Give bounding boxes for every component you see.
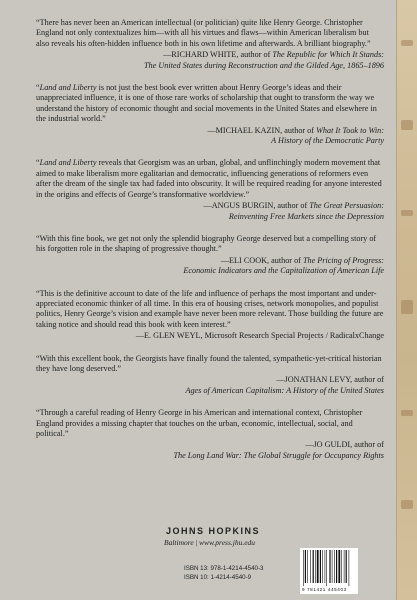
- endorsement-attribution: [36, 256, 384, 277]
- endorsement-text-part: “With this fine book, we get not only the splendid biography George deserved but a compelling story of his forgotten role in the shaping of progressive thought.”: [36, 233, 377, 254]
- endorsement-text-part: “: [36, 158, 40, 168]
- endorsement-attribution: [36, 126, 384, 147]
- endorsement-text: [36, 18, 384, 49]
- endorser: —JO GULDI, author of: [305, 440, 384, 450]
- barcode-bar: [313, 550, 314, 583]
- barcode-bar: [325, 550, 326, 583]
- endorsement: [36, 408, 384, 461]
- publisher-address: Baltimore | www.press.jhu.edu: [164, 538, 256, 547]
- endorsement: [36, 234, 384, 277]
- endorser: —MICHAEL KAZIN, author of: [207, 125, 315, 135]
- endorser-book-subtitle: Ages of American Capitalism: A History of the United States: [185, 385, 384, 395]
- endorsement: [36, 18, 384, 71]
- barcode-bar: [320, 550, 321, 583]
- barcode-bar: [341, 550, 342, 583]
- endorsement-text-part: “With this excellent book, the Georgists have finally found the talented, sympathetic-yet-critical historian they have long deserved.”: [36, 353, 382, 373]
- publisher-city: Baltimore: [164, 538, 194, 547]
- barcode-bar: [322, 550, 323, 583]
- endorser-book-subtitle: Economic Indicators and the Capitalization of American Life: [183, 266, 384, 276]
- barcode: [300, 548, 358, 594]
- endorsement-text-part: Land and Liberty: [39, 158, 97, 168]
- endorser-book-subtitle: Reinventing Free Markets since the Depression: [228, 211, 384, 221]
- endorsement-text: [36, 234, 384, 255]
- barcode-bar: [310, 550, 311, 583]
- cover-art-edge: [396, 0, 417, 600]
- endorsement-text-part: “: [36, 83, 40, 93]
- endorser: —JONATHAN LEVY, author of: [276, 375, 384, 385]
- endorsement-text-part: is not just the best book ever written about Henry George’s ideas and their unappreciated influence, it is one of those rare works of scholarship that ought to transform the way we understand the history of economic thought and social movements in the United States and elsewhere in the industrial world.”: [36, 83, 377, 124]
- barcode-bar: [344, 550, 345, 583]
- barcode-bar: [305, 550, 306, 583]
- endorser-book-title: What It Took to Win:: [316, 125, 384, 135]
- endorser: —ANGUS BURGIN, author of: [203, 201, 308, 211]
- endorsement-attribution: [36, 50, 384, 71]
- endorsement-attribution: [36, 331, 384, 341]
- endorsement: [36, 289, 384, 342]
- endorser: —ELI COOK, author of: [220, 255, 301, 265]
- endorsement-text: [36, 408, 384, 439]
- endorser-book-subtitle: The Long Land War: The Global Struggle for Occupancy Rights: [173, 450, 384, 460]
- barcode-bar: [332, 550, 333, 583]
- barcode-bar: [307, 550, 308, 583]
- barcode-bar: [346, 550, 347, 583]
- barcode-bar: [315, 550, 316, 583]
- barcode-bar: [349, 550, 350, 586]
- endorser: —RICHARD WHITE, author of: [163, 50, 271, 60]
- endorsement-attribution: [36, 201, 384, 222]
- endorsement-attribution: [36, 375, 384, 396]
- endorsement-text-part: “There has never been an American intellectual (or politician) quite like Henry George. Christopher England not only contextualizes him—with all his virtues and flaws—within American liberalism but also reveals his often-hidden influence both in his own lifetime and afterwards. A brilliant biography.”: [36, 18, 371, 48]
- endorsement: [36, 158, 384, 221]
- endorsements: [36, 18, 384, 473]
- barcode-bar: [326, 550, 327, 586]
- endorser-book-subtitle: A History of the Democratic Party: [271, 136, 384, 146]
- publisher-name: JOHNS HOPKINS: [166, 526, 261, 536]
- endorsement-text-part: “Through a careful reading of Henry George in his American and international context, Christopher England provides a missing chapter that touches on the urban, economic, intellectual, social, and political.”: [36, 408, 363, 438]
- barcode-bar: [303, 550, 304, 586]
- endorser-book-subtitle: The United States during Reconstruction and the Gilded Age, 1865–1896: [144, 60, 384, 70]
- footer: [0, 518, 397, 600]
- endorser: —E. GLEN WEYL, Microsoft Research Special Projects / RadicalxChange: [135, 331, 384, 341]
- endorsement-text-part: Land and Liberty: [39, 83, 97, 93]
- barcode-bar: [336, 550, 337, 583]
- endorsement: [36, 354, 384, 397]
- endorsement-text: [36, 83, 384, 125]
- endorser-book-title: The Great Persuasion:: [309, 201, 384, 211]
- isbn-13: ISBN 13: 978-1-4214-4540-3: [184, 565, 264, 572]
- endorser-book-title: The Republic for Which It Stands:: [272, 50, 384, 60]
- endorsement-text-part: reveals that Georgism was an urban, global, and unflinchingly modern movement that aimed to make liberalism more egalitarian and democratic, influencing generations of reformers even after the dream of the single tax had faded into obscurity. It will be required reading for anyone interested in the origins and effects of George’s transformative worldview.”: [36, 158, 382, 199]
- isbn-10: ISBN 10: 1-4214-4540-9: [184, 574, 252, 581]
- barcode-bar: [329, 550, 330, 583]
- barcode-number: 9 781421 445403: [302, 587, 347, 592]
- endorsement-text: [36, 289, 384, 331]
- endorser-book-title: The Pricing of Progress:: [302, 255, 384, 265]
- endorsement-text: [36, 158, 384, 200]
- endorsement-text-part: “This is the definitive account to date of the life and influence of perhaps the most important and under-appreciated economic thinker of all time. In this era of housing crises, network monopolies, and populist politics, Henry George’s vision and example have never been more relevant. Those building the future are taking notice and should read this book with keen interest.”: [36, 288, 384, 329]
- barcode-bar: [317, 550, 319, 583]
- publisher-url: www.press.jhu.edu: [198, 538, 256, 547]
- endorsement-attribution: [36, 440, 384, 461]
- barcode-bar: [338, 550, 340, 583]
- endorsement-text: [36, 354, 384, 375]
- barcode-bar: [334, 550, 335, 583]
- endorsement: [36, 83, 384, 146]
